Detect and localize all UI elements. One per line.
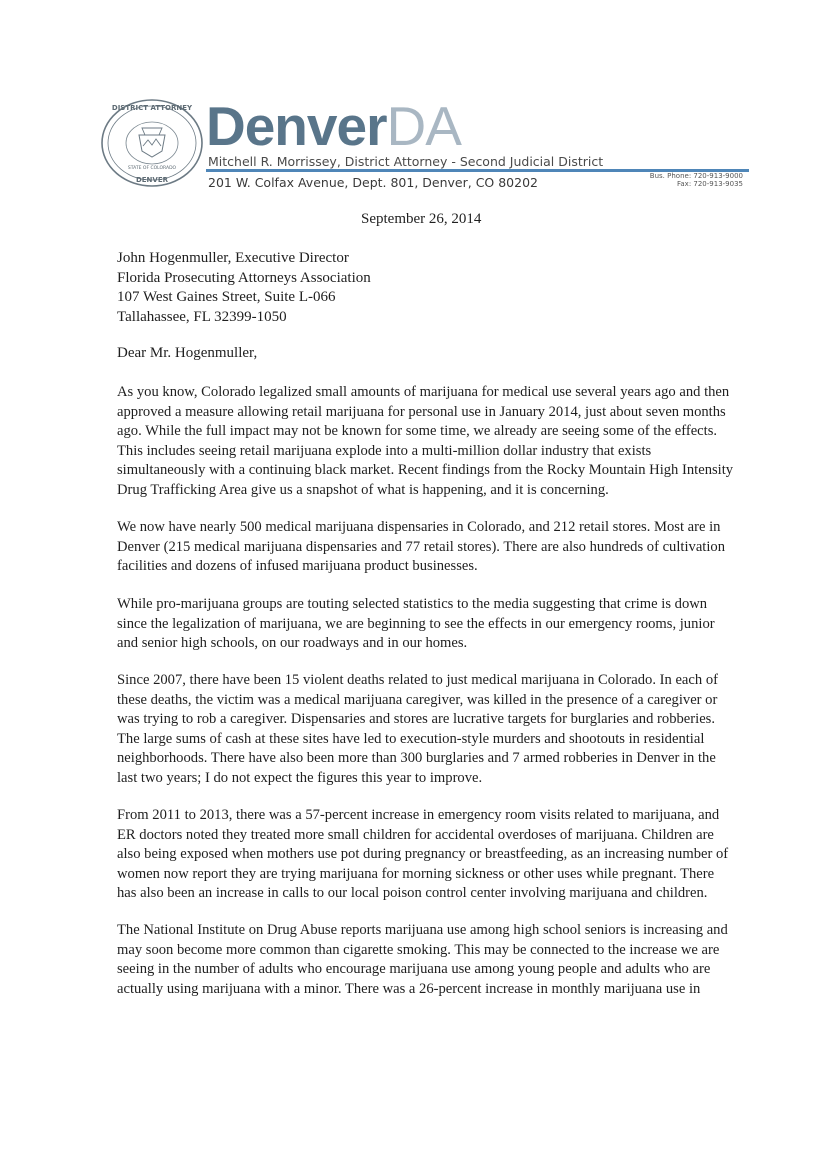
text-line: ago. While the full impact may not be known for some time, we already are seeing some of the effects. [117, 423, 718, 440]
recipient-address-block [117, 249, 371, 327]
text-line: From 2011 to 2013, there was a 57-percent increase in emergency room visits related to marijuana, and [117, 807, 720, 823]
brand-logotype [206, 95, 461, 157]
svg-text:STATE OF COLORADO: STATE OF COLORADO [127, 166, 177, 171]
text-line: Drug Trafficking Area give us a snapshot of what is happening, and it is concerning. [117, 481, 609, 498]
body-paragraph-6 [117, 921, 728, 999]
svg-text:DENVER: DENVER [135, 176, 169, 184]
text-line: Denver (215 medical marijuana dispensaries and 77 retail stores). There are also hundreds of cultivation [117, 538, 725, 555]
brand-word-denver: Denver [206, 95, 387, 157]
letterhead-address: 201 W. Colfax Avenue, Dept. 801, Denver, CO 80202 [208, 175, 538, 190]
fax-number: Fax: 720-913-9035 [677, 180, 743, 188]
body-paragraph-1 [117, 383, 733, 501]
text-line: actually using marijuana with a minor. There was a 26-percent increase in monthly marijuana use in [117, 980, 701, 997]
text-line: also being exposed when mothers use pot during pregnancy or breastfeeding, as an increasing number of [117, 846, 729, 863]
letter-date: September 26, 2014 [361, 211, 482, 227]
text-line: and senior high schools, on our roadways and in our homes. [117, 635, 468, 652]
letterhead-subtitle: Mitchell R. Morrissey, District Attorney - Second Judicial District [208, 154, 604, 169]
text-line: seeing in the number of adults who encourage marijuana use among young people and adults who are [117, 961, 711, 978]
text-line: approved a measure allowing retail marijuana for personal use in January 2014, just about seven months [117, 403, 726, 420]
text-line: last two years; I do not expect the figures this year to improve. [117, 769, 483, 786]
text-line: The National Institute on Drug Abuse reports marijuana use among high school seniors is increasing and [117, 922, 728, 938]
body-paragraph-4 [117, 671, 718, 789]
business-phone: Bus. Phone: 720-913-9000 [649, 172, 743, 180]
brand-word-da: DA [386, 95, 461, 157]
text-line: since the legalization of marijuana, we are beginning to see the effects in our emergency rooms, junior [117, 615, 715, 632]
text-line: As you know, Colorado legalized small amounts of marijuana for medical use several years ago and then [117, 384, 730, 400]
text-line: has also been an increase in calls to our local poison control center involving marijuana and children. [117, 885, 708, 902]
letterhead-phones [650, 172, 743, 188]
text-line: women now report they are trying marijuana for morning sickness or other uses while pregnant. There [117, 865, 715, 882]
recipient-line: Florida Prosecuting Attorneys Association [117, 269, 371, 286]
text-line: facilities and dozens of infused marijuana product businesses. [117, 558, 478, 575]
text-line: may soon become more common than cigarette smoking. This may be connected to the increase we are [117, 941, 720, 958]
text-line: The large sums of cash at these sites have led to execution-style murders and shootouts in residential [117, 730, 705, 747]
text-line: these deaths, the victim was a medical marijuana caregiver, was killed in the presence of a caregiver or [117, 691, 718, 708]
text-line: While pro-marijuana groups are touting selected statistics to the media suggesting that crime is down [117, 596, 708, 612]
text-line: neighborhoods. There have also been more than 300 burglaries and 7 armed robberies in Denver in the [117, 750, 716, 767]
text-line: ER doctors noted they treated more small children for accidental overdoses of marijuana. Children are [117, 826, 714, 843]
svg-text:DISTRICT ATTORNEY: DISTRICT ATTORNEY [111, 104, 193, 112]
district-attorney-seal [98, 97, 206, 189]
text-line: was trying to rob a caregiver. Dispensaries and stores are lucrative targets for burglaries and robberies. [117, 711, 716, 728]
body-paragraph-5 [117, 806, 728, 904]
text-line: simultaneously with a continuing black market. Recent findings from the Rocky Mountain High Intensity [117, 462, 734, 479]
text-line: This includes seeing retail marijuana explode into a multi-million dollar industry that exists [117, 442, 652, 459]
text-line: Since 2007, there have been 15 violent deaths related to just medical marijuana in Colorado. In each of [117, 672, 718, 688]
text-line: We now have nearly 500 medical marijuana dispensaries in Colorado, and 212 retail stores. Most are in [117, 519, 721, 535]
body-paragraph-2 [117, 518, 725, 577]
body-paragraph-3 [117, 595, 715, 654]
recipient-line: Tallahassee, FL 32399-1050 [117, 308, 287, 325]
recipient-line: 107 West Gaines Street, Suite L-066 [117, 289, 336, 305]
salutation: Dear Mr. Hogenmuller, [117, 345, 258, 361]
recipient-line: John Hogenmuller, Executive Director [117, 250, 349, 266]
